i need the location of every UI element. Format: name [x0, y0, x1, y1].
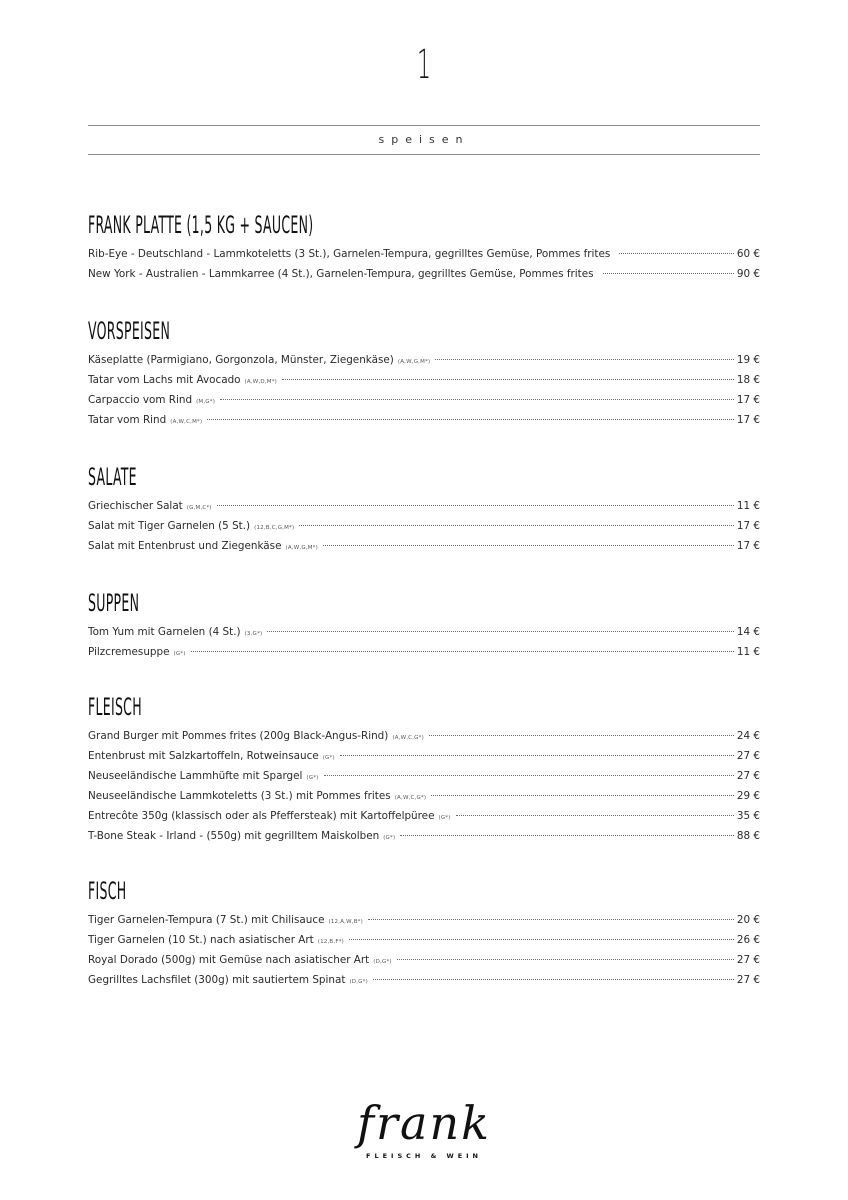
item-price: 19 €: [736, 354, 760, 366]
item-name: Entenbrust mit Salzkartoffeln, Rotweinsauce: [88, 750, 319, 762]
menu-item: [88, 950, 760, 970]
menu-item: [88, 910, 760, 930]
item-price: 27 €: [736, 974, 760, 986]
item-price: 27 €: [736, 770, 760, 782]
dot-leader: [191, 651, 734, 652]
menu-item: [88, 622, 760, 642]
dot-leader: [207, 419, 734, 420]
dot-leader: [220, 399, 734, 400]
item-price: 35 €: [736, 810, 760, 822]
item-allergens: (M,G*): [196, 399, 216, 405]
dot-leader: [456, 815, 734, 816]
dot-leader: [619, 253, 734, 254]
dot-leader: [324, 775, 734, 776]
menu-category: [88, 210, 760, 284]
category-title: FLEISCH: [88, 693, 142, 721]
item-allergens: (D,G*): [373, 959, 392, 965]
section-label: speisen: [378, 133, 470, 146]
item-name: Gegrilltes Lachsfilet (300g) mit sautiertem Spinat: [88, 974, 346, 986]
category-title: SUPPEN: [88, 589, 140, 617]
item-price: 27 €: [736, 750, 760, 762]
item-allergens: (A,W,C,G*): [394, 795, 427, 801]
menu-category: [88, 462, 760, 556]
item-allergens: (A,W,G,M*): [397, 359, 431, 365]
header-rule-top: [88, 125, 760, 126]
item-allergens: (D,G*): [349, 979, 368, 985]
item-price: 17 €: [736, 394, 760, 406]
dot-leader: [217, 505, 734, 506]
item-allergens: (12,A,W,B*): [328, 919, 363, 925]
item-price: 20 €: [736, 914, 760, 926]
item-name: Grand Burger mit Pommes frites (200g Black-Angus-Rind): [88, 730, 389, 742]
header-rule-bottom: [88, 154, 760, 155]
menu-item: [88, 496, 760, 516]
menu-item: [88, 726, 760, 746]
item-price: 27 €: [736, 954, 760, 966]
menu-category: [88, 692, 760, 846]
dot-leader: [400, 835, 734, 836]
item-name: Neuseeländische Lammkoteletts (3 St.) mit Pommes frites: [88, 790, 391, 802]
menu-category: [88, 876, 760, 990]
menu-item: [88, 806, 760, 826]
menu-item: [88, 826, 760, 846]
menu-item: [88, 410, 760, 430]
dot-leader: [299, 525, 733, 526]
item-allergens: (12,B,F*): [317, 939, 345, 945]
dot-leader: [340, 755, 734, 756]
item-name: Käseplatte (Parmigiano, Gorgonzola, Münster, Ziegenkäse): [88, 354, 394, 366]
dot-leader: [267, 631, 734, 632]
item-name: New York - Australien - Lammkarree (4 St.), Garnelen-Tempura, gegrilltes Gemüse, Pommes frites: [88, 268, 594, 280]
item-name: Tiger Garnelen-Tempura (7 St.) mit Chilisauce: [88, 914, 325, 926]
item-price: 17 €: [736, 540, 760, 552]
category-title: VORSPEISEN: [88, 317, 171, 345]
item-name: Royal Dorado (500g) mit Gemüse nach asiatischer Art: [88, 954, 370, 966]
item-price: 11 €: [736, 646, 760, 658]
item-name: Tom Yum mit Garnelen (4 St.): [88, 626, 241, 638]
item-allergens: (A,W,C,G*): [392, 735, 424, 741]
item-name: Entrecôte 350g (klassisch oder als Pfeffersteak) mit Kartoffelpüree: [88, 810, 435, 822]
menu-item: [88, 264, 760, 284]
item-price: 60 €: [736, 248, 760, 260]
item-allergens: (12,B,C,G,M*): [254, 525, 295, 531]
dot-leader: [431, 795, 734, 796]
dot-leader: [323, 545, 734, 546]
category-title: FISCH: [88, 877, 127, 905]
item-price: 88 €: [736, 830, 760, 842]
item-name: Griechischer Salat: [88, 500, 183, 512]
menu-item: [88, 516, 760, 536]
menu-category: [88, 316, 760, 430]
menu-item: [88, 642, 760, 662]
item-name: Neuseeländische Lammhüfte mit Spargel: [88, 770, 303, 782]
category-title: FRANK PLATTE (1,5 KG + SAUCEN): [88, 211, 314, 239]
item-name: T-Bone Steak - Irland - (550g) mit gegrilltem Maiskolben: [88, 830, 380, 842]
dot-leader: [397, 959, 734, 960]
item-name: Tatar vom Lachs mit Avocado: [88, 374, 241, 386]
item-name: Carpaccio vom Rind: [88, 394, 193, 406]
logo-wordmark: frank: [357, 1096, 491, 1150]
item-price: 18 €: [736, 374, 760, 386]
item-price: 11 €: [736, 500, 760, 512]
item-price: 90 €: [736, 268, 760, 280]
dot-leader: [435, 359, 734, 360]
item-allergens: (G,M,C*): [186, 505, 212, 511]
item-allergens: (G*): [438, 815, 451, 821]
item-name: Tatar vom Rind: [88, 414, 167, 426]
menu-item: [88, 370, 760, 390]
page-number: 1: [416, 42, 431, 88]
menu-item: [88, 766, 760, 786]
dot-leader: [429, 735, 734, 736]
item-allergens: (A,W,D,M*): [244, 379, 278, 385]
item-allergens: (A,W,C,M*): [170, 419, 203, 425]
menu-item: [88, 746, 760, 766]
dot-leader: [368, 919, 734, 920]
item-price: 24 €: [736, 730, 760, 742]
item-price: 17 €: [736, 520, 760, 532]
item-price: 26 €: [736, 934, 760, 946]
menu-item: [88, 350, 760, 370]
item-name: Pilzcremesuppe: [88, 646, 170, 658]
category-title: SALATE: [88, 463, 137, 491]
menu-item: [88, 390, 760, 410]
item-allergens: (G*): [306, 775, 319, 781]
menu-item: [88, 970, 760, 990]
item-allergens: (G*): [383, 835, 396, 841]
menu-item: [88, 536, 760, 556]
restaurant-logo: [0, 1098, 848, 1160]
menu-item: [88, 786, 760, 806]
dot-leader: [349, 939, 734, 940]
item-allergens: (G*): [173, 651, 186, 657]
item-allergens: (G*): [322, 755, 335, 761]
menu-item: [88, 930, 760, 950]
item-name: Salat mit Entenbrust und Ziegenkäse: [88, 540, 282, 552]
dot-leader: [603, 273, 734, 274]
item-price: 14 €: [736, 626, 760, 638]
item-allergens: (A,W,G,M*): [285, 545, 318, 551]
dot-leader: [373, 979, 734, 980]
menu-item: [88, 244, 760, 264]
menu-category: [88, 588, 760, 662]
item-allergens: (3,G*): [244, 631, 263, 637]
item-name: Salat mit Tiger Garnelen (5 St.): [88, 520, 251, 532]
item-price: 17 €: [736, 414, 760, 426]
item-price: 29 €: [736, 790, 760, 802]
dot-leader: [282, 379, 734, 380]
item-name: Rib-Eye - Deutschland - Lammkoteletts (3 St.), Garnelen-Tempura, gegrilltes Gemüse, Pommes frites: [88, 248, 611, 260]
item-name: Tiger Garnelen (10 St.) nach asiatischer Art: [88, 934, 314, 946]
logo-tagline: FLEISCH & WEIN: [366, 1152, 482, 1160]
